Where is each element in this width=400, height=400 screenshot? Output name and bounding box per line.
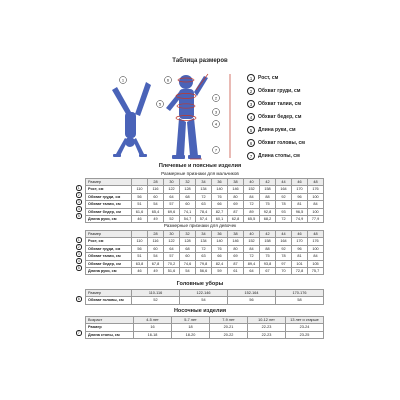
- legend-number: 3: [247, 100, 255, 108]
- table-header-row: [86, 290, 324, 297]
- row-label: Рост, см: [86, 238, 132, 245]
- header-cell: 30: [164, 231, 180, 238]
- table-cell: 74,6: [180, 260, 196, 267]
- legend-item: [247, 137, 305, 149]
- table-cell: 152: [244, 186, 260, 193]
- table-cell: 93: [276, 208, 292, 215]
- table-header-row: [86, 317, 324, 324]
- table-cell: 54: [148, 253, 164, 260]
- legend-label: Обхват груди, см: [258, 88, 301, 94]
- table-cell: 69,6: [164, 208, 180, 215]
- table-cell: 63: [196, 253, 212, 260]
- table-cell: 89,4: [244, 260, 260, 267]
- header-cell: 44: [276, 179, 292, 186]
- header-cell: 28: [148, 231, 164, 238]
- table-cell: 92,8: [260, 208, 276, 215]
- table-cell: 63: [196, 201, 212, 208]
- table-cell: 97: [276, 260, 292, 267]
- table-cell: 60: [180, 253, 196, 260]
- header-cell: 36: [212, 231, 228, 238]
- table-cell: 63,8: [132, 260, 148, 267]
- table-cell: 54: [148, 201, 164, 208]
- table-cell: 68,2: [260, 216, 276, 223]
- table-row: [86, 201, 324, 208]
- row-number-badge: 3: [77, 199, 80, 204]
- header-cell: 7-9 лет: [210, 317, 248, 324]
- table-cell: 60,1: [212, 216, 228, 223]
- table-row: [86, 260, 324, 267]
- table-cell: 158: [260, 238, 276, 245]
- table-cell: 60: [148, 245, 164, 252]
- table-cell: 84: [244, 245, 260, 252]
- legend-number: 5: [247, 126, 255, 134]
- table-cell: 61,6: [132, 208, 148, 215]
- row-number-badge: 2: [77, 244, 80, 249]
- row-label: Обхват талии, см: [86, 201, 132, 208]
- girls-subtitle: Размерные признаки для девочек: [163, 223, 237, 228]
- table-cell: 116: [148, 186, 164, 193]
- table-cell: 56: [132, 193, 148, 200]
- table-cell: 96: [292, 193, 308, 200]
- table-cell: 100: [308, 193, 324, 200]
- table-cell: 22-23: [248, 331, 286, 338]
- row-label: Длина руки, см: [86, 216, 132, 223]
- figure-marker-3: 3: [214, 109, 218, 115]
- row-label: Обхват груди, см: [86, 193, 132, 200]
- table-cell: 78,4: [196, 208, 212, 215]
- table-cell: 170: [292, 238, 308, 245]
- header-cell: 46: [292, 231, 308, 238]
- table-cell: 62,8: [228, 216, 244, 223]
- table-cell: 76: [212, 193, 228, 200]
- table-row: [86, 268, 324, 275]
- row-number-badge: 7: [77, 330, 80, 335]
- header-cell: 40: [244, 231, 260, 238]
- table-cell: 56: [132, 245, 148, 252]
- header-cell: [132, 179, 148, 186]
- table-cell: 18-20: [172, 331, 210, 338]
- legend-label: Длина руки, см: [258, 127, 296, 133]
- table-cell: 16-18: [134, 331, 172, 338]
- table-cell: 57: [164, 201, 180, 208]
- header-cell: 34: [196, 231, 212, 238]
- table-cell: 78: [276, 253, 292, 260]
- table-cell: 77,9: [308, 216, 324, 223]
- table-cell: 176: [308, 238, 324, 245]
- row-label: Обхват бедер, см: [86, 208, 132, 215]
- girls-size-table: [85, 230, 324, 275]
- header-cell: 170-176: [276, 290, 324, 297]
- table-cell: 23-24: [286, 324, 324, 331]
- legend-label: Обхват бедер, см: [258, 114, 302, 120]
- table-cell: 78: [276, 201, 292, 208]
- table-cell: 87: [228, 260, 244, 267]
- table-cell: 128: [180, 186, 196, 193]
- legend-label: Обхват головы, см: [258, 140, 305, 146]
- table-cell: 46: [132, 216, 148, 223]
- table-cell: 146: [228, 238, 244, 245]
- header-cell: 5-7 лет: [172, 317, 210, 324]
- table-cell: 72: [196, 245, 212, 252]
- table-cell: 158: [260, 186, 276, 193]
- table-cell: 122: [164, 186, 180, 193]
- table-cell: 170: [292, 186, 308, 193]
- table-cell: 20-21: [210, 324, 248, 331]
- table-cell: 100: [308, 245, 324, 252]
- legend-number: 4: [247, 113, 255, 121]
- table-cell: 68: [180, 245, 196, 252]
- table-cell: 122: [164, 238, 180, 245]
- table-cell: 88: [260, 245, 276, 252]
- row-label: Обхват головы, см: [86, 297, 132, 304]
- table-cell: 88: [260, 193, 276, 200]
- legend-label: Рост, см: [258, 75, 279, 81]
- table-cell: 82,7: [212, 208, 228, 215]
- table-cell: 60: [180, 201, 196, 208]
- row-label: Обхват груди, см: [86, 245, 132, 252]
- table-cell: 49: [148, 216, 164, 223]
- table-cell: 82,4: [212, 260, 228, 267]
- row-label: Длина стопы, см: [86, 331, 134, 338]
- row-number-badge: 3: [77, 251, 80, 256]
- table-cell: 54: [180, 268, 196, 275]
- table-cell: 72: [244, 201, 260, 208]
- boys-subtitle: Размерные признаки для мальчиков: [161, 171, 239, 176]
- table-cell: 134: [196, 186, 212, 193]
- table-header-row: [86, 231, 324, 238]
- headwear-section-title: Головные уборы: [176, 281, 224, 287]
- hosiery-section-title: Носочные изделия: [173, 308, 227, 314]
- row-number-badge: 1: [77, 185, 80, 190]
- table-cell: 23-25: [286, 331, 324, 338]
- table-cell: 140: [212, 186, 228, 193]
- table-cell: 54: [180, 297, 228, 304]
- legend-item: [247, 72, 278, 84]
- legend-item: [247, 150, 300, 162]
- page-title: Таблица размеров: [172, 58, 228, 64]
- figure-marker-1: 1: [121, 77, 125, 83]
- table-cell: 116: [148, 238, 164, 245]
- header-cell: 32: [180, 179, 196, 186]
- table-cell: 110: [132, 238, 148, 245]
- header-cell: 42: [260, 179, 276, 186]
- table-cell: 75: [260, 201, 276, 208]
- table-cell: 92: [276, 193, 292, 200]
- header-cell: 46: [292, 179, 308, 186]
- table-cell: 92: [276, 245, 292, 252]
- legend-number: 2: [247, 87, 255, 95]
- table-cell: 164: [276, 238, 292, 245]
- table-cell: 89: [244, 208, 260, 215]
- header-cell: 38: [228, 179, 244, 186]
- table-cell: 66: [212, 253, 228, 260]
- table-cell: 49: [148, 268, 164, 275]
- row-label: Длина руки, см: [86, 268, 132, 275]
- header-cell: 34: [196, 179, 212, 186]
- table-cell: 93,8: [260, 260, 276, 267]
- row-label: Размер: [86, 324, 134, 331]
- headwear-size-table: [85, 289, 324, 305]
- legend-number: 6: [247, 139, 255, 147]
- boys-size-table: [85, 178, 324, 223]
- header-cell: 122-146: [180, 290, 228, 297]
- table-cell: 75,7: [308, 268, 324, 275]
- table-cell: 67,8: [148, 260, 164, 267]
- row-number-badge: 2: [77, 192, 80, 197]
- table-cell: 51: [132, 201, 148, 208]
- table-cell: 84: [244, 193, 260, 200]
- row-number-badge: 5: [77, 213, 80, 218]
- figure-marker-2: 2: [214, 95, 218, 101]
- table-cell: 22-23: [248, 324, 286, 331]
- table-cell: 69: [228, 201, 244, 208]
- table-cell: 101: [292, 260, 308, 267]
- header-cell: 36: [212, 179, 228, 186]
- table-cell: 84: [308, 201, 324, 208]
- header-cell: Возраст: [86, 317, 134, 324]
- row-number-badge: 1: [77, 237, 80, 242]
- header-cell: 40: [244, 179, 260, 186]
- table-cell: 110: [132, 186, 148, 193]
- table-cell: 65,5: [244, 216, 260, 223]
- table-cell: 140: [212, 238, 228, 245]
- legend-item: [247, 124, 296, 136]
- table-cell: 56: [228, 297, 276, 304]
- table-cell: 100: [308, 208, 324, 215]
- figure-marker-5: 5: [158, 101, 162, 107]
- header-cell: [132, 231, 148, 238]
- table-cell: 96,5: [292, 208, 308, 215]
- table-cell: 96: [292, 245, 308, 252]
- row-label: Рост, см: [86, 186, 132, 193]
- legend-item: [247, 98, 301, 110]
- header-cell: 10-12 лет: [248, 317, 286, 324]
- table-row: [86, 208, 324, 215]
- header-cell: 44: [276, 231, 292, 238]
- header-cell: 32: [180, 231, 196, 238]
- header-cell: 48: [308, 179, 324, 186]
- table-cell: 59: [212, 268, 228, 275]
- header-cell: 48: [308, 231, 324, 238]
- header-cell: Размер: [86, 231, 132, 238]
- table-cell: 80: [228, 245, 244, 252]
- legend-item: [247, 111, 301, 123]
- header-cell: Размер: [86, 179, 132, 186]
- table-header-row: [86, 179, 324, 186]
- table-cell: 18: [172, 324, 210, 331]
- figure-marker-4: 4: [214, 121, 218, 127]
- table-row: [86, 193, 324, 200]
- figure-marker-7: 7: [214, 147, 218, 153]
- boy-handstand-figure: [112, 82, 151, 157]
- table-cell: 72: [276, 216, 292, 223]
- header-cell: Размер: [86, 290, 132, 297]
- table-cell: 74,9: [292, 216, 308, 223]
- table-cell: 72: [244, 253, 260, 260]
- legend-label: Длина стопы, см: [258, 153, 300, 159]
- table-row: [86, 216, 324, 223]
- table-cell: 61: [228, 268, 244, 275]
- table-cell: 57,4: [196, 216, 212, 223]
- table-cell: 74,1: [180, 208, 196, 215]
- row-number-badge: 6: [77, 296, 80, 301]
- table-row: [86, 297, 324, 304]
- header-cell: 110-116: [132, 290, 180, 297]
- table-row: [86, 238, 324, 245]
- table-row: [86, 331, 324, 338]
- table-cell: 51,6: [164, 268, 180, 275]
- table-cell: 80: [228, 193, 244, 200]
- table-cell: 46: [132, 268, 148, 275]
- header-cell: 42: [260, 231, 276, 238]
- header-cell: 30: [164, 179, 180, 186]
- table-row: [86, 253, 324, 260]
- table-cell: 72: [196, 193, 212, 200]
- row-number-badge: 4: [77, 206, 80, 211]
- table-cell: 57: [164, 253, 180, 260]
- table-cell: 128: [180, 238, 196, 245]
- table-cell: 164: [276, 186, 292, 193]
- header-cell: 152-164: [228, 290, 276, 297]
- table-cell: 52: [132, 297, 180, 304]
- table-cell: 16: [134, 324, 172, 331]
- row-number-badge: 5: [77, 265, 80, 270]
- table-cell: 152: [244, 238, 260, 245]
- table-cell: 51: [132, 253, 148, 260]
- table-cell: 54,7: [180, 216, 196, 223]
- row-number-badge: 4: [77, 258, 80, 263]
- table-cell: 58: [276, 297, 324, 304]
- table-cell: 67: [260, 268, 276, 275]
- children-figure-illustration: [108, 68, 240, 162]
- table-row: [86, 186, 324, 193]
- table-cell: 70,2: [164, 260, 180, 267]
- table-cell: 20-22: [210, 331, 248, 338]
- table-cell: 81: [292, 201, 308, 208]
- table-cell: 134: [196, 238, 212, 245]
- table-cell: 76: [212, 245, 228, 252]
- table-cell: 68: [180, 193, 196, 200]
- legend-label: Обхват талии, см: [258, 101, 302, 107]
- table-cell: 105: [308, 260, 324, 267]
- table-cell: 64: [164, 193, 180, 200]
- table-cell: 64: [244, 268, 260, 275]
- table-cell: 87: [228, 208, 244, 215]
- header-cell: 13 лет и старше: [286, 317, 324, 324]
- legend-item: [247, 85, 301, 97]
- header-cell: 28: [148, 179, 164, 186]
- shoulder-section-title: Плечевые и поясные изделия: [158, 163, 242, 169]
- table-cell: 65,4: [148, 208, 164, 215]
- girl-standing-figure: [166, 75, 208, 159]
- table-cell: 75: [260, 253, 276, 260]
- legend-number: 1: [247, 74, 255, 82]
- figure-marker-6: 6: [166, 77, 170, 83]
- table-cell: 52: [164, 216, 180, 223]
- table-cell: 56,6: [196, 268, 212, 275]
- table-cell: 79,8: [196, 260, 212, 267]
- table-cell: 146: [228, 186, 244, 193]
- table-cell: 72,8: [292, 268, 308, 275]
- hosiery-size-table: [85, 316, 324, 339]
- header-cell: 38: [228, 231, 244, 238]
- table-cell: 69: [228, 253, 244, 260]
- legend-number: 7: [247, 152, 255, 160]
- row-label: Обхват бедер, см: [86, 260, 132, 267]
- table-cell: 81: [292, 253, 308, 260]
- table-cell: 176: [308, 186, 324, 193]
- table-cell: 64: [164, 245, 180, 252]
- table-row: [86, 324, 324, 331]
- row-label: Обхват талии, см: [86, 253, 132, 260]
- table-cell: 84: [308, 253, 324, 260]
- table-row: [86, 245, 324, 252]
- header-cell: 4-5 лет: [134, 317, 172, 324]
- table-cell: 66: [212, 201, 228, 208]
- table-cell: 70: [276, 268, 292, 275]
- table-cell: 60: [148, 193, 164, 200]
